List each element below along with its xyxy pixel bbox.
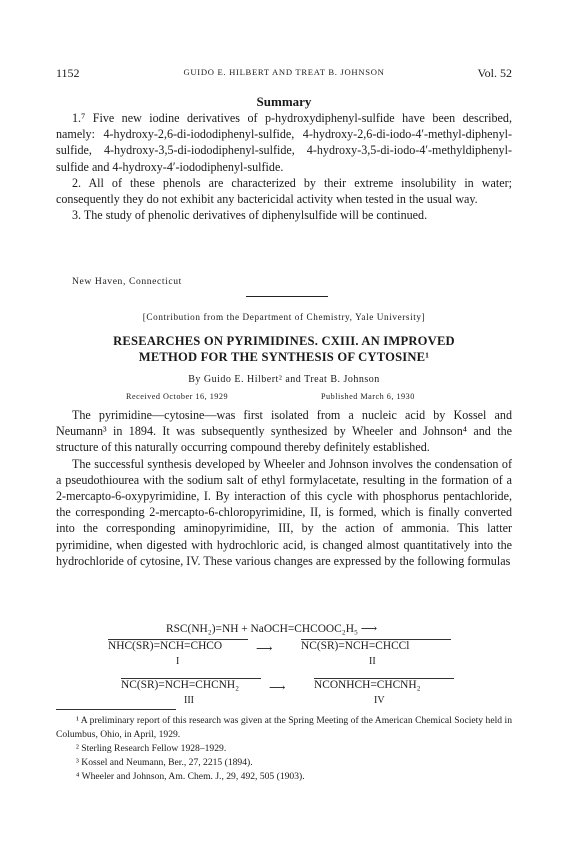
page-header [56,66,512,84]
label-I: I [176,656,180,667]
formula-I: NHC(SR)=NCH=CHCO [108,639,248,652]
summary-paragraph-3: 3. The study of phenolic derivatives of diphenylsulfide will be continued. [72,208,428,223]
summary-section [56,110,512,223]
published-date: Published March 6, 1930 [321,392,415,401]
received-date: Received October 16, 1929 [126,392,229,401]
article-title-line-1: RESEARCHES ON PYRIMIDINES. CXIII. AN IMPROVED [113,334,455,348]
page-number: 1152 [56,66,80,80]
running-title: GUIDO E. HILBERT AND TREAT B. JOHNSON [183,67,385,77]
body-paragraph-2: The successful synthesis developed by Wheeler and Johnson involves the condensation of a pseudothiourea with the sodium salt of ethyl formylacetate, resulting in the formation of a 2-mercapto-6-oxypyrimidine, I. By interaction of this cycle with phosphorus pentachloride, the corresponding 2-mercapto-6-chloropyrimidine, II, is formed, which is finally converted into the corresponding aminopyrimidine, III, by the action of ammonia. This latter pyrimidine, when digested with hydrochloric acid, is changed almost quantitatively into the hydrochloride of cytosine, IV. These various changes are expressed by the following formulas [56,456,512,568]
footnote-4: ⁴ Wheeler and Johnson, Am. Chem. J., 29, 492, 505 (1903). [76,771,305,782]
reaction-arrow-1: ⟶ [256,643,273,655]
place-line: New Haven, Connecticut [72,276,182,287]
formula-IV: NCONHCH=CHCNH₂ [314,678,454,691]
summary-paragraph-1: 1.⁷ Five new iodine derivatives of p-hydroxydiphenyl-sulfide have been described, namely: 4-hydroxy-2,6-di-iododiphenyl-sulfide, 4-hydroxy-2,6-di-iodo-4′-methyl-diphenyl-sulfide, 4-hydroxy-3,5-di-iododiphenyl-sulfide, 4-hydroxy-3,5-di-iodo-4′-methyldiphenyl-sulfide and 4-hydroxy-4′-iododiphenyl-sulfide. [56,111,512,174]
journal-page [56,0,512,855]
footnote-rule [56,709,176,710]
formula-II: NC(SR)=NCH=CHCCl [301,639,451,652]
footnotes [56,714,512,784]
summary-paragraph-2: 2. All of these phenols are characterized by their extreme insolubility in water; consequently they do not exhibit any bactericidal activity when tested in the usual way. [56,175,512,207]
reaction-arrow-2: ⟶ [269,682,286,694]
article-body [56,407,512,569]
formula-III: NC(SR)=NCH=CHCNH₂ [121,678,261,691]
label-II: II [369,656,376,667]
summary-heading: Summary [256,94,312,109]
footnote-3: ³ Kossel and Neumann, Ber., 27, 2215 (1894). [76,757,253,768]
article-title [56,333,512,365]
label-III: III [184,695,194,706]
body-paragraph-1: The pyrimidine—cytosine—was first isolated from a nucleic acid by Kossel and Neumann³ in 1894. It was subsequently synthesized by Wheeler and Johnson⁴ and the structure of this naturally occurring compound thereby definitely established. [56,408,512,455]
contribution-line: [Contribution from the Department of Chemistry, Yale University] [142,312,426,322]
section-divider [246,296,328,297]
footnote-2: ² Sterling Research Fellow 1928–1929. [76,743,227,754]
author-line: By Guido E. Hilbert² and Treat B. Johnson [188,374,380,385]
article-title-line-2: METHOD FOR THE SYNTHESIS OF CYTOSINE¹ [138,350,430,364]
volume-label: Vol. 52 [477,66,512,80]
footnote-1: ¹ A preliminary report of this research was given at the Spring Meeting of the American Chemical Society held in Columbus, Ohio, in April, 1929. [56,715,512,740]
label-IV: IV [374,695,385,706]
formula-reactants: RSC(NH₂)=NH + NaOCH=CHCOOC₂H₅ ⟶ [166,623,378,635]
